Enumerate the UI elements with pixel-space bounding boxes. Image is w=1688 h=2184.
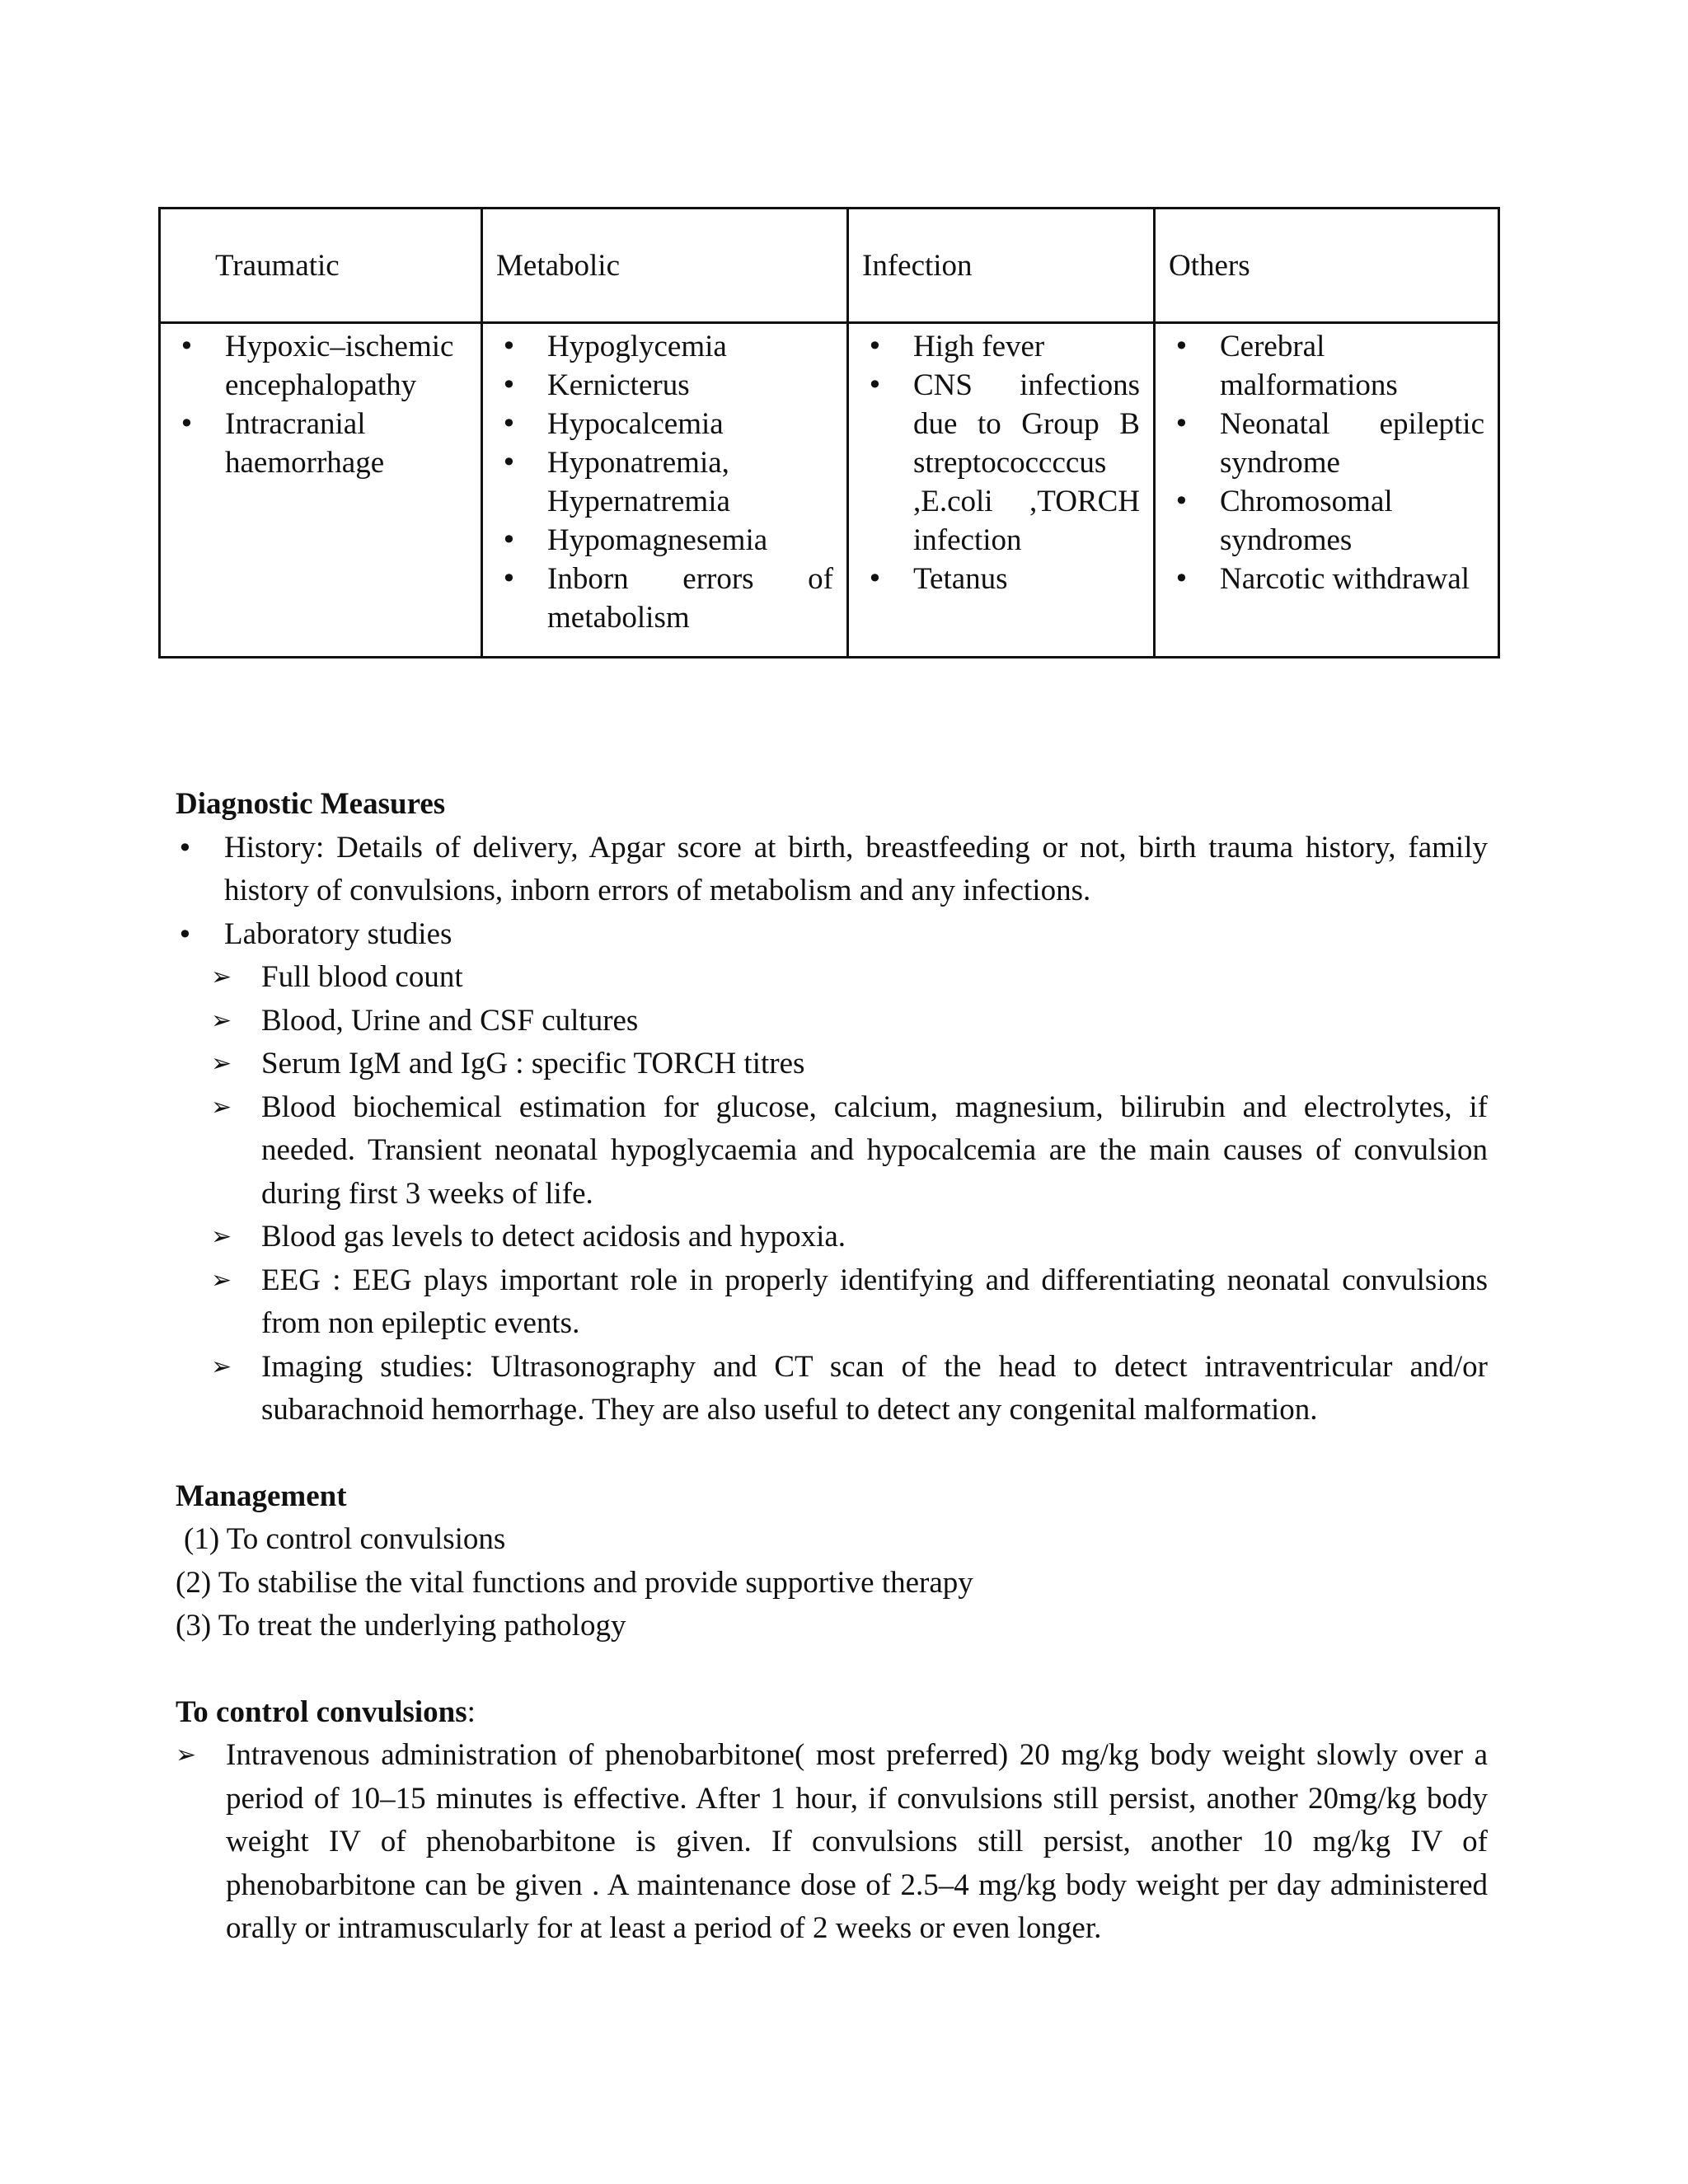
- history-item: • History: Details of delivery, Apgar score at birth, breastfeeding or not, birth trauma history, family history of convulsions, inborn errors of metabolism and any infections.: [176, 827, 1488, 913]
- table-row: [160, 323, 1499, 658]
- list-item: • High fever: [856, 327, 1140, 366]
- metabolic-list: [483, 324, 846, 637]
- management-item: (2) To stabilise the vital functions and provide supportive therapy: [176, 1565, 973, 1600]
- list-item: ➢ EEG : EEG plays important role in properly identifying and differentiating neonatal convulsions from non epileptic events.: [211, 1259, 1488, 1346]
- list-item: ➢ Intravenous administration of phenobarbitone( most preferred) 20 mg/kg body weight slowly over a period of 10–15 minutes is effective. After 1 hour, if convulsions still persist, another 20mg/kg body weight IV of phenobarbitone is given. If convulsions still persist, another 10 mg/kg IV of phenobarbitone can be given . A maintenance dose of 2.5–4 mg/kg body weight per day administered orally or intramuscularly for at least a period of 2 weeks or even longer.: [176, 1734, 1488, 1951]
- list-item: ➢ Imaging studies: Ultrasonography and CT scan of the head to detect intraventricular and/or subarachnoid hemorrhage. They are also useful to detect any congenital malformation.: [211, 1346, 1488, 1432]
- control-heading-suffix: :: [467, 1694, 476, 1729]
- list-item: • Hypocalcemia: [490, 405, 833, 443]
- traumatic-list: [161, 324, 481, 482]
- list-item: • Chromosomal syndromes: [1162, 482, 1484, 560]
- list-item: • Hypomagnesemia: [490, 521, 833, 560]
- list-item: ➢ Blood biochemical estimation for glucose, calcium, magnesium, bilirubin and electrolytes, if needed. Transient neonatal hypoglycaemia and hypocalcemia are the main causes of convulsion during first 3 weeks of life.: [211, 1086, 1488, 1216]
- list-item: • Narcotic withdrawal: [1162, 560, 1484, 598]
- management-heading: Management: [176, 1479, 347, 1513]
- cell-others: [1155, 323, 1499, 658]
- management-item: (3) To treat the underlying pathology: [176, 1609, 626, 1643]
- header-others: Others: [1155, 209, 1499, 323]
- page-content: [176, 783, 1488, 1951]
- lab-studies-item: [176, 913, 1488, 957]
- others-list: [1156, 324, 1498, 598]
- diagnostic-list: [176, 827, 1488, 957]
- header-infection: Infection: [848, 209, 1155, 323]
- list-item: • CNS infections due to Group B streptococcccus ,E.coli ,TORCH infection: [856, 366, 1140, 560]
- causes-table: [158, 207, 1500, 658]
- list-item: ➢ Full blood count: [211, 956, 1488, 1000]
- header-metabolic: Metabolic: [482, 209, 848, 323]
- diagnostic-heading: Diagnostic Measures: [176, 787, 446, 821]
- table-header-row: [160, 209, 1499, 323]
- list-item: • Kernicterus: [490, 366, 833, 405]
- lab-studies-label: Laboratory studies: [224, 916, 452, 951]
- lab-studies-list: [176, 956, 1488, 1432]
- list-item: • Hypoxic–ischemic encephalopathy: [167, 327, 467, 405]
- cell-metabolic: [482, 323, 848, 658]
- list-item: ➢ Serum IgM and IgG : specific TORCH titres: [211, 1043, 1488, 1086]
- control-heading: [176, 1691, 1488, 1735]
- control-list: [176, 1734, 1488, 1951]
- cell-traumatic: [160, 323, 482, 658]
- list-item: ➢ Blood, Urine and CSF cultures: [211, 1000, 1488, 1043]
- list-item: • Hypoglycemia: [490, 327, 833, 366]
- cell-infection: [848, 323, 1155, 658]
- list-item: • Intracranial haemorrhage: [167, 405, 467, 482]
- list-item: ➢ Blood gas levels to detect acidosis and hypoxia.: [211, 1216, 1488, 1259]
- infection-list: [849, 324, 1153, 598]
- list-item: • Hyponatremia, Hypernatremia: [490, 443, 833, 521]
- list-item: • Neonatal epileptic syndrome: [1162, 405, 1484, 482]
- list-item: • Cerebral malformations: [1162, 327, 1484, 405]
- control-heading-text: To control convulsions: [176, 1694, 467, 1729]
- list-item: • Tetanus: [856, 560, 1140, 598]
- management-item: (1) To control convulsions: [184, 1522, 506, 1556]
- list-item: • Inborn errors of metabolism: [490, 560, 833, 637]
- header-traumatic: Traumatic: [160, 209, 482, 323]
